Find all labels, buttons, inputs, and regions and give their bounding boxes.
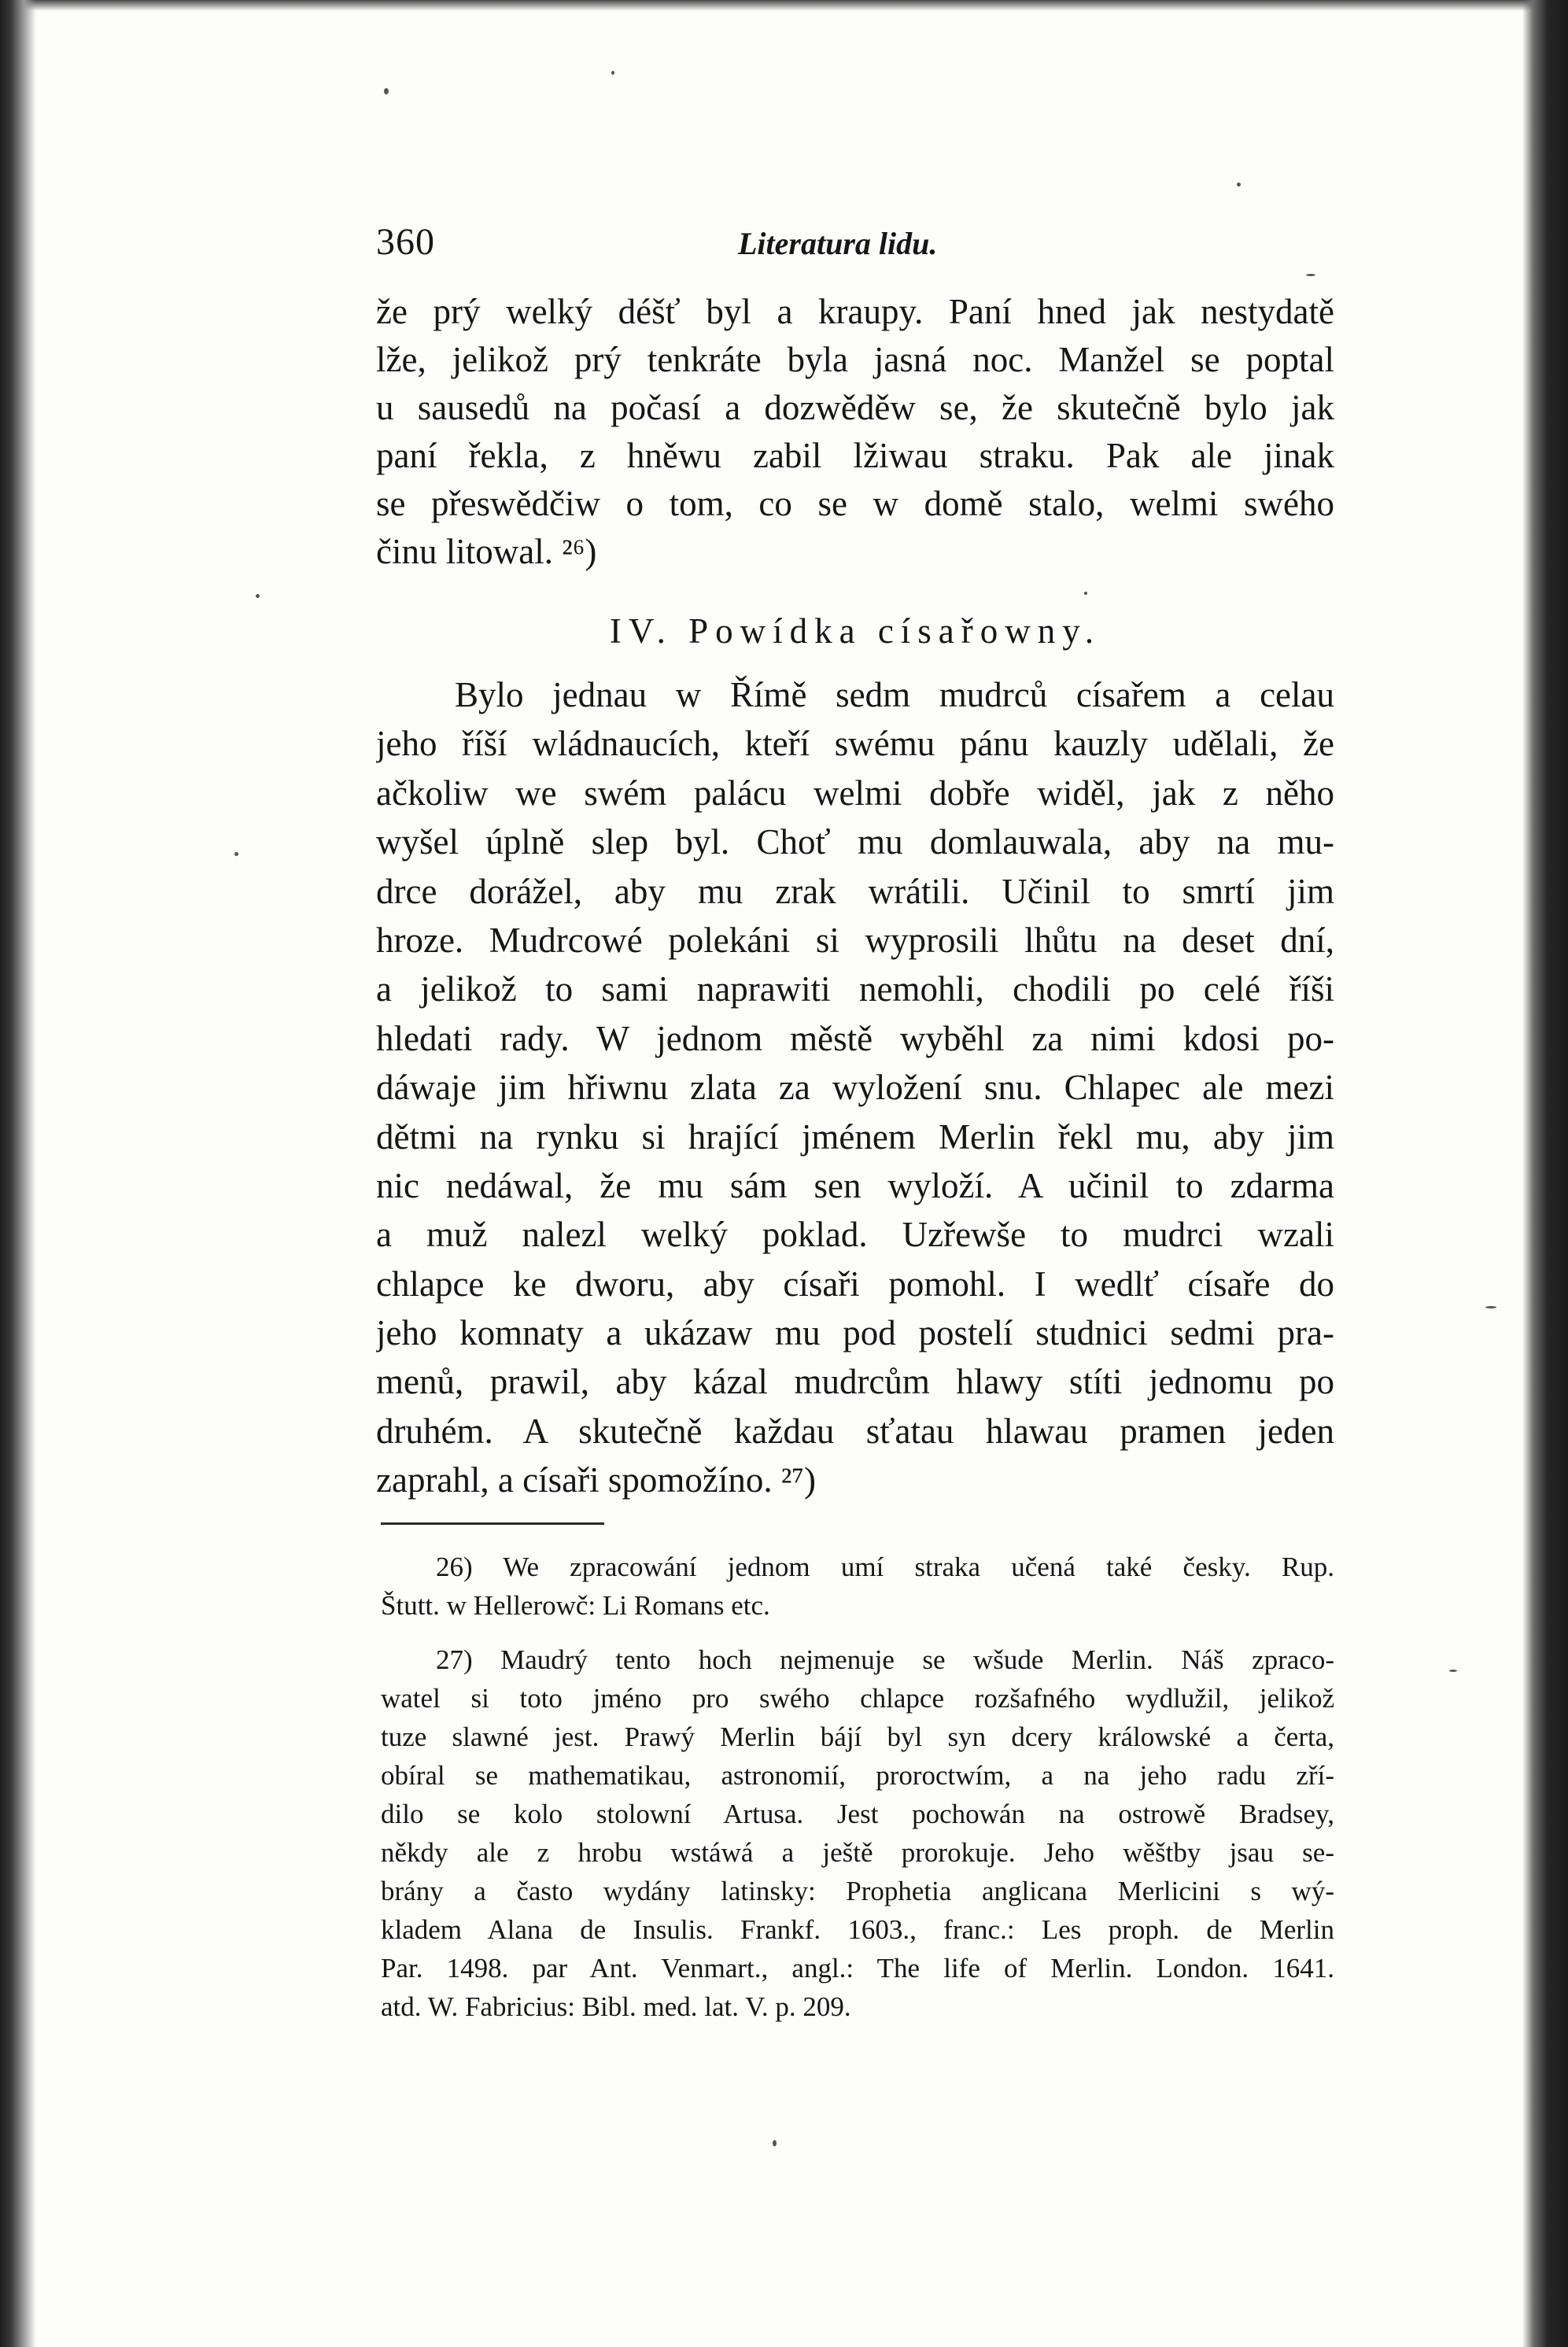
footnote-27-line: kladem Alana de Insulis. Frankf. 1603., franc.: Les proph. de Merlin bbox=[381, 1914, 1334, 1945]
footnote-27-line: tuze slawné jest. Prawý Merlin bájí byl syn dcery králowské a čerta, bbox=[381, 1722, 1334, 1752]
text-line: zaprahl, a císaři spomožíno. ²⁷) bbox=[376, 1460, 816, 1500]
scan-speck bbox=[256, 594, 260, 598]
text-line: Bylo jednau w Římě sedm mudrců císařem a celau bbox=[455, 675, 1334, 714]
text-line: se přeswědčiw o tom, co se w domě stalo, welmi swého bbox=[376, 484, 1334, 523]
text-line: menů, prawil, aby kázal mudrcům hlawy stíti jednomu po bbox=[376, 1362, 1334, 1402]
text-line: činu litowal. ²⁶) bbox=[376, 532, 597, 571]
footnote-27-line: někdy ale z hrobu wstáwá a ještě prorokuje. Jeho wěštby jsau se- bbox=[381, 1837, 1334, 1868]
text-line: chlapce ke dworu, aby císaři pomohl. I wedlť císaře do bbox=[376, 1264, 1334, 1304]
text-line: hledati rady. W jednom městě wyběhl za nimi kdosi po- bbox=[376, 1018, 1334, 1058]
footnotes bbox=[381, 1548, 1334, 2026]
running-head bbox=[376, 219, 1352, 274]
text-line: a muž nalezl welký poklad. Uzřewše to mudrci wzali bbox=[376, 1215, 1334, 1255]
text-line: ačkoliw we swém palácu welmi dobře widěl, jak z něho bbox=[376, 773, 1334, 813]
text-line: že prý welký déšť byl a kraupy. Paní hned jak nestydatě bbox=[376, 292, 1334, 331]
paragraph-continuation bbox=[376, 288, 1334, 576]
footnote-27-line: obíral se mathematikau, astronomií, proroctwím, a na jeho radu zří- bbox=[381, 1760, 1334, 1791]
text-line: u sausedů na počasí a dozwěděw se, že skutečně bylo jak bbox=[376, 388, 1334, 427]
footnote-27-line: 27) Maudrý tento hoch nejmenuje se wšude Merlin. Náš zpraco- bbox=[436, 1644, 1334, 1675]
text-line: hroze. Mudrcowé polekáni si wyprosili lhůtu na deset dní, bbox=[376, 920, 1334, 960]
footnote-26-line: 26) We zpracowání jednom umí straka učená také česky. Rup. bbox=[436, 1552, 1334, 1582]
footnote-27-line: brány a často wydány latinsky: Prophetia anglicana Merlicini s wý- bbox=[381, 1876, 1334, 1906]
text-line: a jelikož to sami naprawiti nemohli, chodili po celé říši bbox=[376, 969, 1334, 1009]
footnote-gap bbox=[381, 1625, 1334, 1640]
running-title: Literatura lidu. bbox=[738, 226, 938, 261]
scan-speck bbox=[611, 71, 614, 75]
scan-speck bbox=[773, 2140, 777, 2146]
footnote-27-line: atd. W. Fabricius: Bibl. med. lat. V. p. 209. bbox=[381, 1991, 851, 2022]
text-line: nic nedáwal, že mu sám sen wyloží. A učinil to zdarma bbox=[376, 1165, 1334, 1205]
scan-speck bbox=[234, 852, 238, 856]
text-line: dětmi na rynku si hrající jménem Merlin řekl mu, aby jim bbox=[376, 1116, 1334, 1157]
text-line: paní řekla, z hněwu zabil lžiwau straku. Pak ale jinak bbox=[376, 436, 1334, 475]
text-line: jeho komnaty a ukázaw mu pod postelí studnici sedmi pra- bbox=[376, 1313, 1334, 1353]
section-iv-paragraph bbox=[376, 670, 1334, 1505]
scan-shadow-right bbox=[1522, 0, 1568, 2347]
footnote-26-line: Štutt. w Hellerowč: Li Romans etc. bbox=[381, 1590, 770, 1621]
text-line: dáwaje jim hřiwnu zlata za wyložení snu. Chlapec ale mezi bbox=[376, 1068, 1334, 1108]
scan-shadow-top bbox=[0, 0, 1568, 11]
text-line: drce dorážel, aby mu zrak wrátili. Učinil to smrtí jim bbox=[376, 871, 1334, 911]
section-heading: IV. Powídka císařowny. bbox=[609, 611, 1101, 651]
scan-speck bbox=[1485, 1306, 1496, 1308]
text-line: lže, jelikož prý tenkráte byla jasná noc. Manžel se poptal bbox=[376, 340, 1334, 379]
scan-speck bbox=[1449, 1670, 1457, 1672]
page-number: 360 bbox=[376, 221, 435, 263]
footnote-divider bbox=[381, 1522, 604, 1525]
footnote-27-line: Par. 1498. par Ant. Venmart., angl.: The life of Merlin. London. 1641. bbox=[381, 1953, 1334, 1984]
text-line: wyšel úplně slep byl. Choť mu domlauwala, aby na mu- bbox=[376, 822, 1334, 862]
scan-speck bbox=[1237, 183, 1241, 186]
footnote-27-line: watel si toto jméno pro swého chlapce rozšafného wydlužil, jelikož bbox=[381, 1683, 1334, 1714]
text-line: druhém. A skutečně každau sťatau hlawau pramen jeden bbox=[376, 1411, 1334, 1451]
scan-speck bbox=[384, 88, 389, 94]
scan-speck bbox=[1084, 592, 1087, 595]
scan-shadow-left bbox=[0, 0, 36, 2347]
text-line: jeho říší wládnaucích, kteří swému pánu kauzly udělali, že bbox=[376, 724, 1334, 764]
scan-speck bbox=[1306, 274, 1315, 276]
footnote-27-line: dilo se kolo stolowní Artusa. Jest pochowán na ostrowě Bradsey, bbox=[381, 1799, 1334, 1829]
